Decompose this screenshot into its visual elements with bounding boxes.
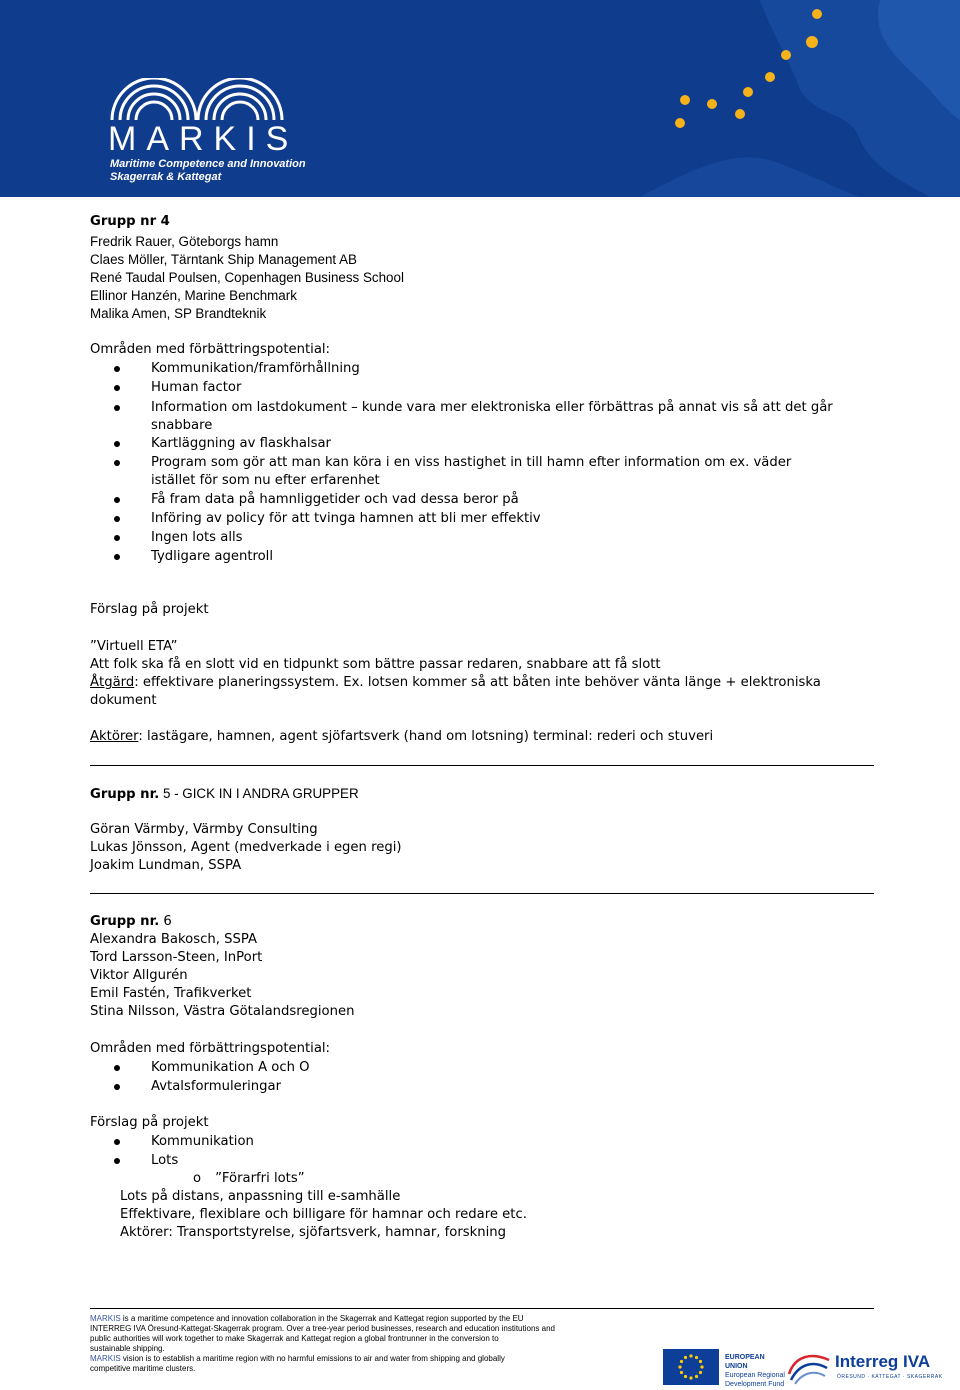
sub-list-item: o ”Förarfri lots”	[193, 1171, 305, 1186]
group4-proposal-name: ”Virtuell ETA”	[90, 639, 178, 654]
bullet-icon	[114, 535, 120, 541]
interreg-logo	[785, 1348, 943, 1388]
group4-action: Åtgärd: effektivare planeringssystem. Ex. lotsen kommer så att båten inte behöver vänta länge + elektroniska	[90, 675, 821, 690]
list-item-continuation: snabbare	[151, 418, 213, 433]
group6-member: Viktor Allgurén	[90, 968, 188, 983]
eu-flag-icon	[663, 1349, 719, 1385]
bullet-icon	[114, 1065, 120, 1071]
group4-actors: Aktörer: lastägare, hamnen, agent sjöfartsverk (hand om lotsning) terminal: rederi och stuveri	[90, 729, 714, 744]
group6-member: Emil Fastén, Trafikverket	[90, 986, 252, 1001]
list-item: Kartläggning av flaskhalsar	[151, 435, 331, 453]
footer-line: MARKIS is a maritime competence and innovation collaboration in the Skagerrak and Kattegat region supported by the EU	[90, 1314, 524, 1323]
group5-member: Lukas Jönsson, Agent (medverkade i egen regi)	[90, 840, 402, 855]
list-item: Lots	[151, 1152, 178, 1170]
interreg-swirl-icon	[785, 1348, 833, 1388]
bullet-icon	[114, 1139, 120, 1145]
eu-label: EUROPEAN UNION European Regional Development Fund	[725, 1354, 785, 1388]
list-item: Införing av policy för att tvinga hamnen att bli mer effektiv	[151, 510, 541, 528]
group6-note: Aktörer: Transportstyrelse, sjöfartsverk, hamnar, forskning	[120, 1225, 507, 1240]
group4-proposal-desc: Att folk ska få en slott vid en tidpunkt som bättre passar redaren, snabbare att få slott	[90, 657, 661, 672]
group4-member: Fredrik Rauer, Göteborgs hamn	[90, 234, 279, 249]
group6-member: Alexandra Bakosch, SSPA	[90, 932, 257, 947]
markis-logo	[108, 78, 306, 188]
group4-areas-heading: Områden med förbättringspotential:	[90, 342, 331, 357]
list-item: Information om lastdokument – kunde vara mer elektroniska eller förbättras på annat vis så att det går	[151, 399, 833, 417]
group5-member: Joakim Lundman, SSPA	[90, 858, 242, 873]
divider	[90, 765, 874, 766]
logo-subtitle-2: Skagerrak & Kattegat	[110, 171, 222, 183]
footer-line: MARKIS vision is to establish a maritime region with no harmful emissions to air and water from shipping and globally	[90, 1354, 505, 1363]
group6-member: Tord Larsson-Steen, InPort	[90, 950, 263, 965]
list-item: Program som gör att man kan köra i en viss hastighet in till hamn efter information om ex. väder	[151, 454, 791, 472]
list-item: Kommunikation A och O	[151, 1059, 310, 1077]
group6-areas-heading: Områden med förbättringspotential:	[90, 1041, 331, 1056]
group4-proposal-heading: Förslag på projekt	[90, 602, 209, 617]
group5-member: Göran Värmby, Värmby Consulting	[90, 822, 318, 837]
bullet-icon	[114, 1084, 120, 1090]
bullet-icon	[114, 554, 120, 560]
list-item: Kommunikation/framförhållning	[151, 360, 360, 378]
list-item: Få fram data på hamnliggetider och vad dessa beror på	[151, 491, 519, 509]
interreg-subtitle: ÖRESUND · KATTEGAT · SKAGERRAK	[837, 1374, 943, 1380]
group6-member: Stina Nilsson, Västra Götalandsregionen	[90, 1004, 355, 1019]
interreg-wordmark: Interreg IVA	[835, 1352, 931, 1371]
group4-title: Grupp nr 4	[90, 214, 170, 229]
bullet-icon	[114, 460, 120, 466]
group6-note: Lots på distans, anpassning till e-samhälle	[120, 1189, 401, 1204]
footer-line: sustainable shipping.	[90, 1344, 165, 1353]
group4-member: Ellinor Hanzén, Marine Benchmark	[90, 288, 297, 303]
group6-title: Grupp nr. 6	[90, 914, 172, 929]
logo-subtitle-1: Maritime Competence and Innovation	[110, 158, 306, 170]
group4-member: Claes Möller, Tärntank Ship Management AB	[90, 252, 357, 267]
group6-proposal-heading: Förslag på projekt	[90, 1115, 209, 1130]
bullet-icon	[114, 366, 120, 372]
bullet-icon	[114, 405, 120, 411]
footer-line: INTERREG IVA Öresund-Kattegat-Skagerrak program. Over a tree-year period businesses, research and education institutions and	[90, 1324, 555, 1333]
group5-title: Grupp nr. 5 - GICK IN I ANDRA GRUPPER	[90, 786, 359, 802]
group4-member: Malika Amen, SP Brandteknik	[90, 306, 267, 321]
markis-arches-icon	[108, 78, 288, 124]
list-item: Human factor	[151, 379, 241, 397]
bullet-icon	[114, 497, 120, 503]
bullet-icon	[114, 385, 120, 391]
list-item: Tydligare agentroll	[151, 548, 273, 566]
list-item: Avtalsformuleringar	[151, 1078, 281, 1096]
group6-note: Effektivare, flexiblare och billigare för hamnar och redare etc.	[120, 1207, 527, 1222]
sub-bullet-marker: o	[193, 1171, 202, 1186]
logo-wordmark: MARKIS	[108, 120, 299, 158]
bullet-icon	[114, 441, 120, 447]
list-item: Ingen lots alls	[151, 529, 243, 547]
bullet-icon	[114, 516, 120, 522]
list-item-continuation: istället för som nu efter erfarenhet	[151, 473, 380, 488]
divider	[90, 893, 874, 894]
bullet-icon	[114, 1158, 120, 1164]
footer-divider	[90, 1308, 874, 1309]
footer-line: public authorities will work together to make Skagerrak and Kattegat region a global frontrunner in the conversion to	[90, 1334, 499, 1343]
footer-line: competitive maritime clusters.	[90, 1364, 196, 1373]
group4-action-cont: dokument	[90, 693, 157, 708]
group4-member: René Taudal Poulsen, Copenhagen Business School	[90, 270, 404, 285]
list-item: Kommunikation	[151, 1133, 254, 1151]
header-banner	[0, 0, 960, 197]
